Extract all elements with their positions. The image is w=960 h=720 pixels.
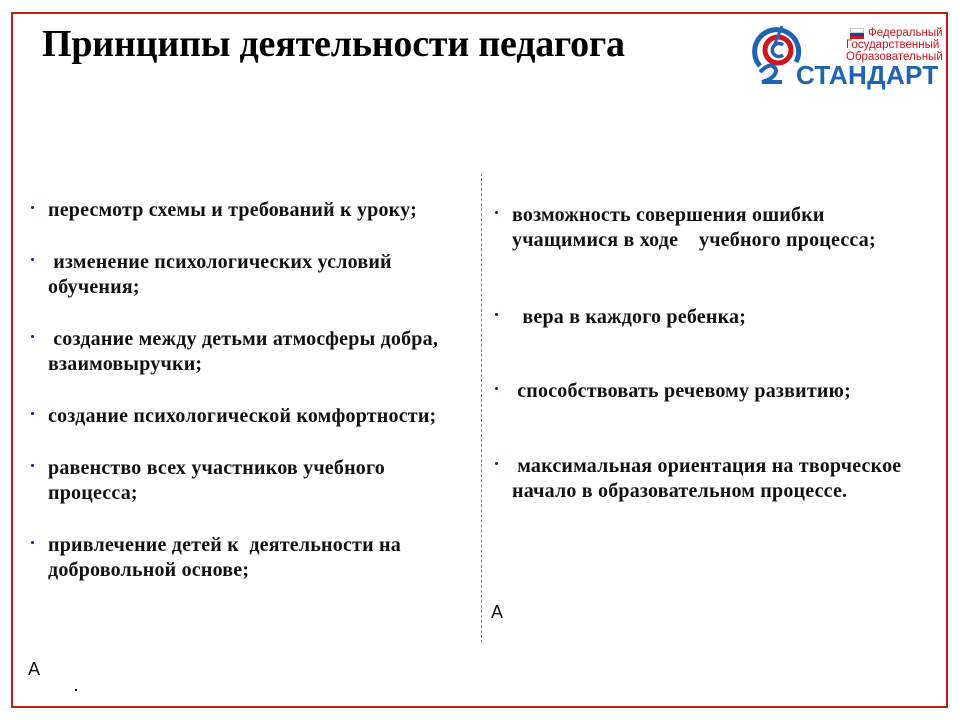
russian-flag-icon — [850, 28, 864, 37]
fgos-logo — [752, 22, 944, 88]
bullet-icon — [495, 313, 498, 316]
logo-line-state: Государственный — [846, 39, 940, 51]
logo-wordmark: СТАНДАРТ — [796, 60, 939, 90]
logo-line-educational: Образовательный — [846, 51, 943, 63]
list-item: пересмотр схемы и требований к уроку; — [28, 198, 468, 223]
list-item: создание психологической комфортности; — [28, 404, 468, 429]
logo-line-federal: Федеральный — [868, 27, 943, 39]
list-item: изменение психологических условий обучения; — [28, 250, 468, 300]
bullet-icon — [31, 412, 34, 415]
bullet-icon — [31, 206, 34, 209]
bullet-icon — [31, 335, 34, 338]
stray-dot — [75, 689, 77, 691]
list-item: равенство всех участников учебного процесса; — [28, 456, 468, 506]
list-item: создание между детьми атмосферы добра, взаимовыручки; — [28, 327, 468, 377]
left-trailing-marker: А — [28, 659, 41, 679]
left-principles-list — [28, 198, 468, 610]
list-item: привлечение детей к деятельности на добровольной основе; — [28, 533, 468, 583]
list-item: максимальная ориентация на творческое начало в образовательном процессе. — [492, 454, 932, 504]
slide-title: Принципы деятельности педагога — [42, 23, 625, 65]
list-item: способствовать речевому развитию; — [492, 379, 932, 404]
bullet-icon — [31, 541, 34, 544]
bullet-icon — [495, 211, 498, 214]
right-trailing-marker: А — [491, 602, 504, 622]
bullet-icon — [495, 387, 498, 390]
list-item: возможность совершения ошибки учащимися в ходе учебного процесса; — [492, 203, 932, 253]
bullet-icon — [495, 462, 498, 465]
right-principles-list — [492, 203, 932, 504]
column-divider — [481, 173, 482, 643]
bullet-icon — [31, 464, 34, 467]
bullet-icon — [31, 258, 34, 261]
list-item: вера в каждого ребенка; — [492, 305, 932, 330]
